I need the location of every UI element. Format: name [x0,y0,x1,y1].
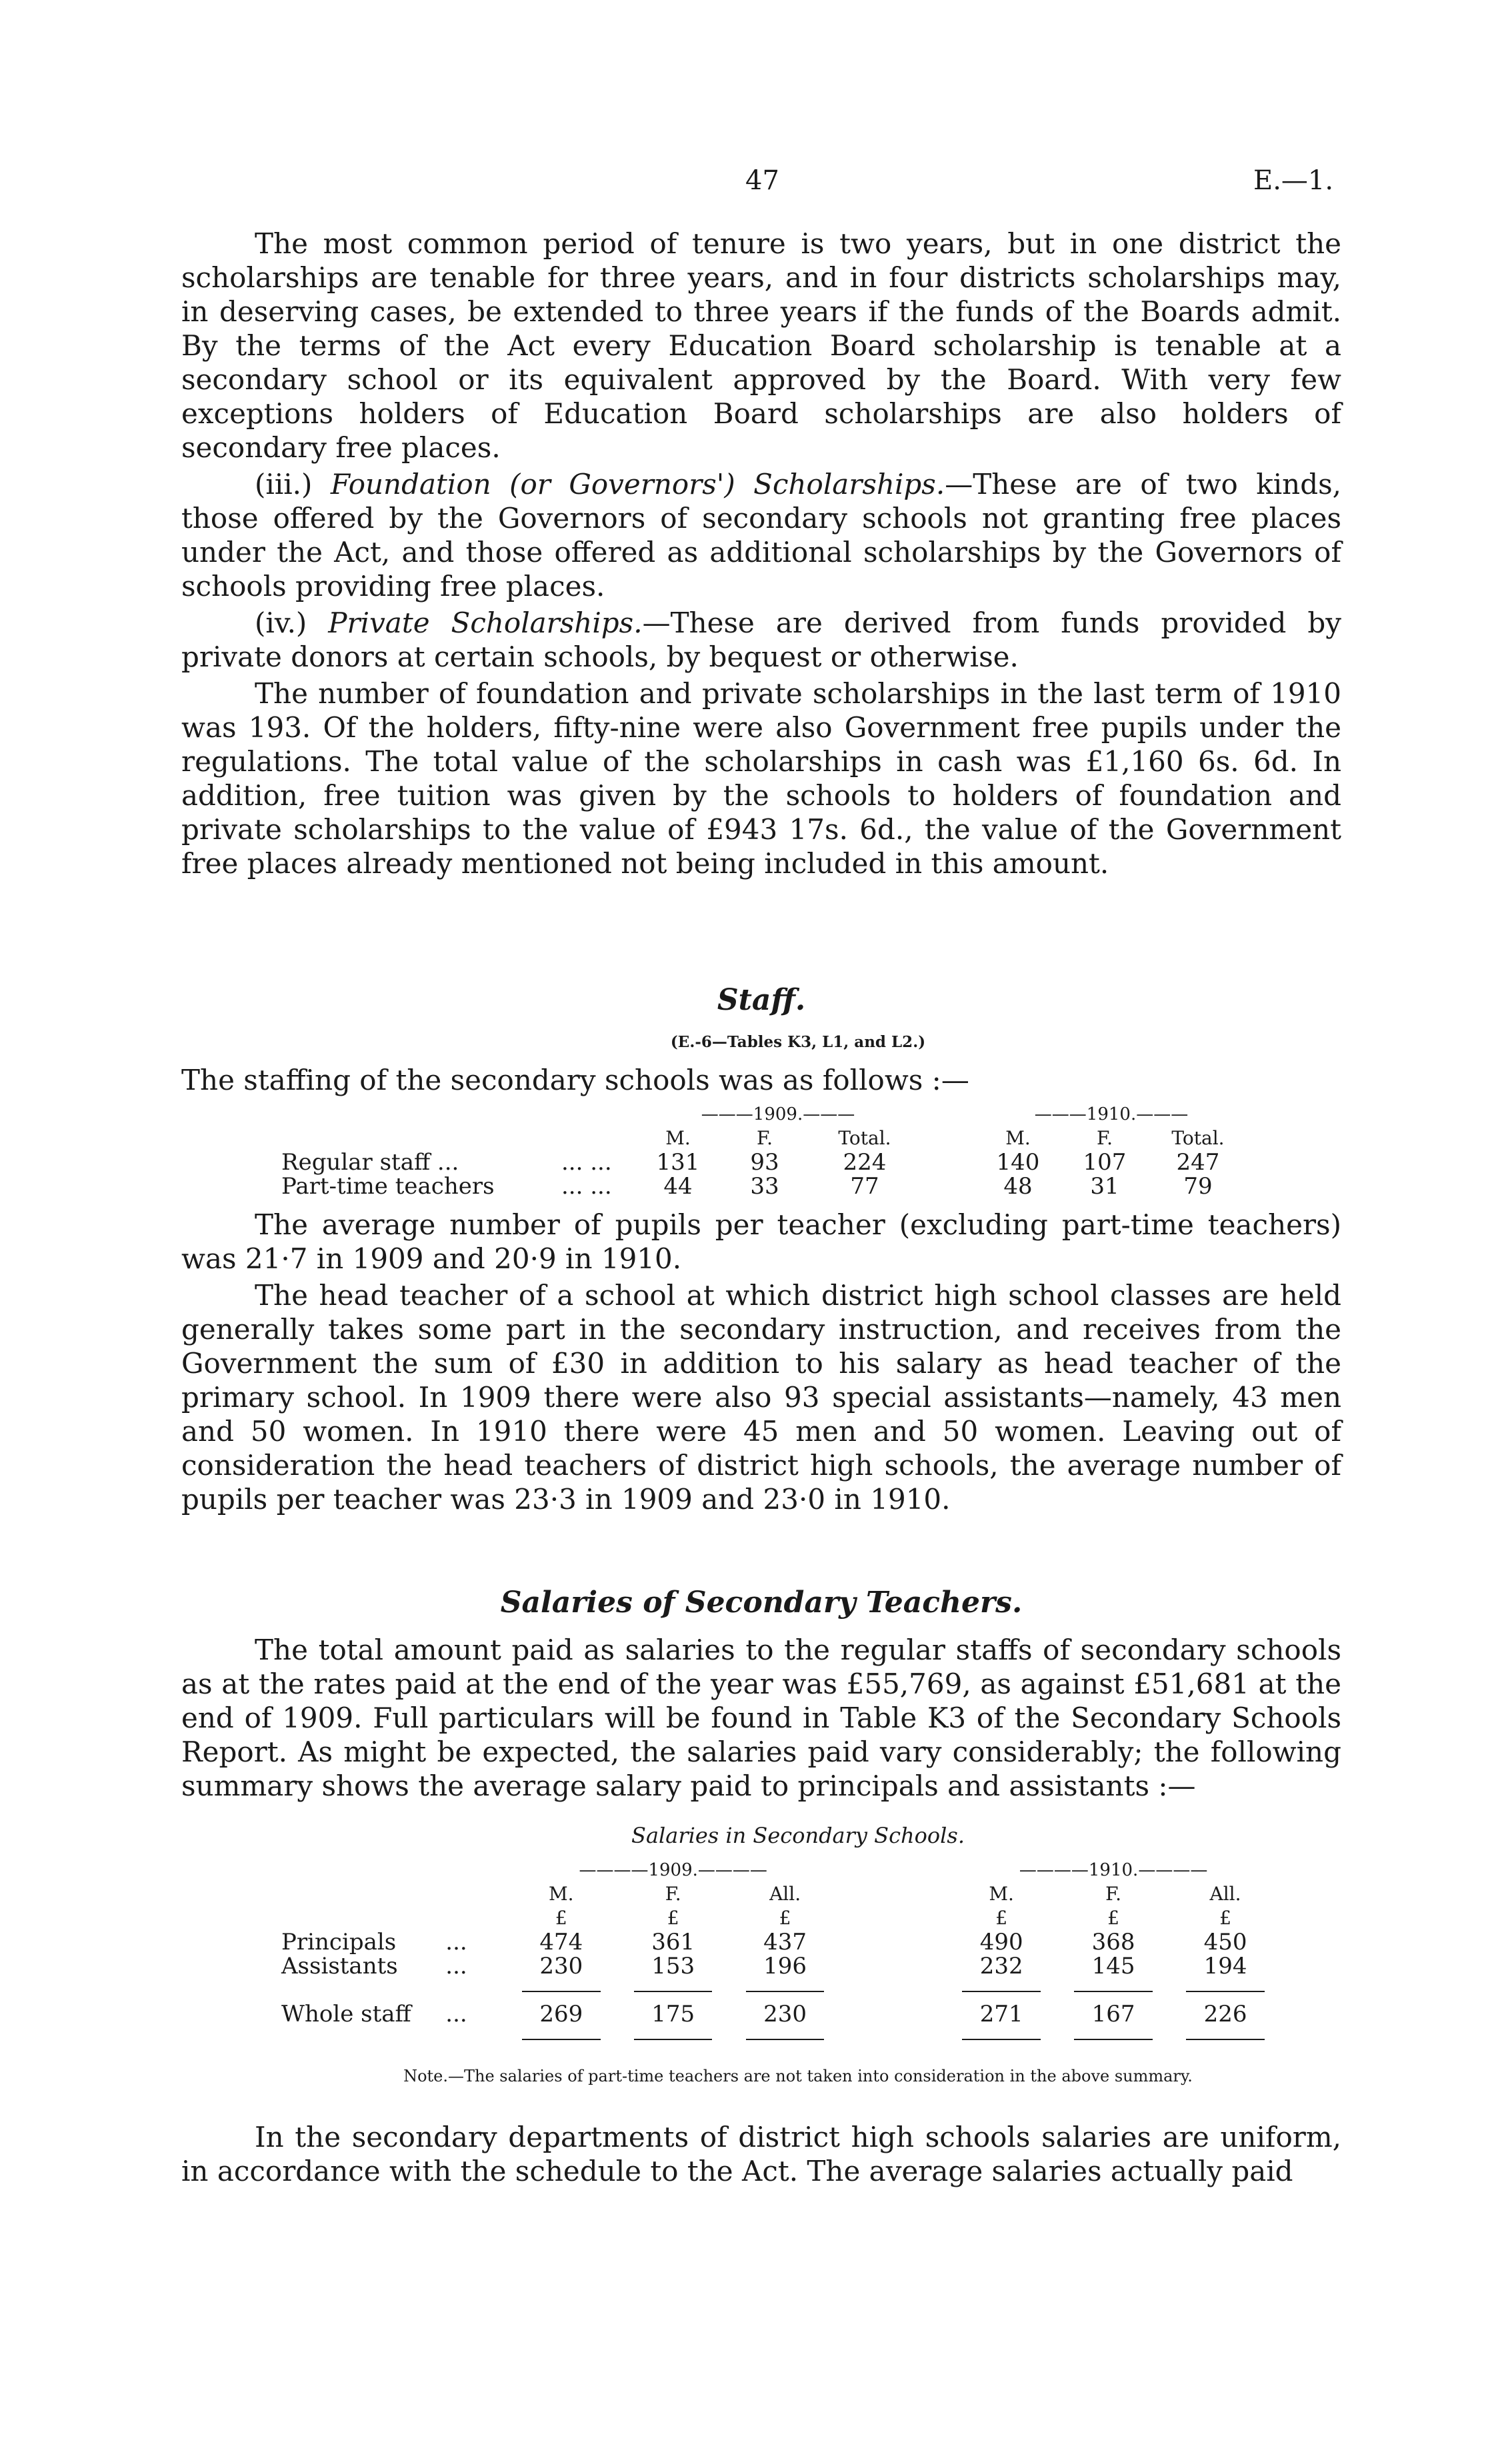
staff-intro: The staffing of the secondary schools was as follows :— [181,1064,969,1096]
col-f: F. [1097,1127,1113,1149]
salaries-currency-row [281,1906,1281,1930]
salaries-year-1910: ————1910.———— [1019,1860,1208,1880]
cell-all-1910: 194 [1203,1953,1247,1979]
cell-m-1909: 474 [539,1929,583,1955]
currency-symbol: £ [995,1907,1008,1929]
paragraph-title: Private Scholarships. [328,607,643,639]
cell-m-1910: 271 [979,2001,1023,2027]
salaries-year-1909: ————1909.———— [579,1860,767,1880]
staff-year-1909: ———1909.——— [701,1104,855,1124]
table-row [281,1150,1248,1174]
currency-symbol: £ [1219,1907,1231,1929]
cell-m-1909: 230 [539,1953,583,1979]
col-m: M. [548,1883,574,1905]
staff-year-header-row [281,1102,1248,1126]
rule-line [746,1991,825,1993]
cell-m-1910: 490 [979,1929,1023,1955]
paragraph-district-high-schools: In the secondary departments of district high schools salaries are uniform, in accordance with the schedule to the Act. The average salaries actually paid [181,2121,1341,2187]
currency-symbol: £ [667,1907,679,1929]
leader-dots: ... ... [561,1149,612,1176]
cell-all-1909: 196 [763,1953,807,1979]
currency-symbol: £ [1107,1907,1119,1929]
paragraph-title: Foundation (or Governors') Scholarships. [330,468,945,501]
col-total: Total. [1171,1127,1225,1149]
paragraph-head-teacher: The head teacher of a school at which district high school classes are held generally takes some part in the secondary instruction, and receives from the Government the sum of £30 in addition to his salary as head teacher of the primary school. In 1909 there were also 93 special assistants—namely, 43 men and 50 women. In 1910 there were 45 men and 50 women. Leaving out of consideration the head teachers of district high schools, the average number of pupils per teacher was 23·3 in 1909 and 23·0 in 1910. [181,1279,1341,1516]
cell-m-1909: 131 [656,1149,700,1176]
paragraph-private-scholarships [181,606,1341,674]
currency-symbol: £ [779,1907,791,1929]
staff-column-header-row [281,1126,1248,1150]
col-f: F. [665,1883,681,1905]
cell-all-1910: 226 [1203,2001,1247,2027]
currency-symbol: £ [555,1907,567,1929]
document-body [181,227,1341,2191]
col-m: M. [989,1883,1014,1905]
salaries-table [281,1858,1281,2050]
leader-dots: ... [445,2001,467,2027]
leader-dots: ... [445,1953,467,1979]
cell-f-1909: 153 [651,1953,695,1979]
row-label: Whole staff [281,2001,411,2027]
salaries-year-header-row [281,1858,1281,1882]
table-row [281,1954,1281,1978]
cell-total-1910: 79 [1183,1173,1213,1200]
cell-total-1909: 77 [850,1173,879,1200]
salaries-heading: Salaries of Secondary Teachers. [500,1586,1023,1620]
cell-f-1910: 167 [1091,2001,1135,2027]
cell-f-1910: 368 [1091,1929,1135,1955]
rule-row [281,2026,1281,2050]
row-label: Part-time teachers [281,1173,495,1200]
leader-dots: ... ... [561,1173,612,1200]
paragraph-label: (iv.) [255,607,329,639]
col-m: M. [1005,1127,1031,1149]
rule-line [1074,2039,1153,2041]
cell-all-1910: 450 [1203,1929,1247,1955]
rule-line [1186,2039,1265,2041]
staff-year-1910: ———1910.——— [1034,1104,1189,1124]
rule-line [634,1991,713,1993]
cell-m-1910: 232 [979,1953,1023,1979]
col-total: Total. [838,1127,891,1149]
cell-total-1909: 224 [843,1149,887,1176]
col-f: F. [757,1127,773,1149]
cell-f-1910: 31 [1090,1173,1119,1200]
rule-line [1074,1991,1153,1993]
cell-m-1909: 44 [663,1173,693,1200]
col-m: M. [665,1127,691,1149]
staff-table [281,1102,1248,1198]
salaries-column-header-row [281,1882,1281,1906]
cell-all-1909: 230 [763,2001,807,2027]
paragraph-scholarship-numbers: The number of foundation and private scholarships in the last term of 1910 was 193. Of the holders, fifty-nine were also Government free pupils under the regulations. The total value of the scholarships in cash was £1,160 6s. 6d. In addition, free tuition was given by the schools to holders of foundation and private scholarships to the value of £943 17s. 6d., the value of the Government free places already mentioned not being included in this amount. [181,677,1341,880]
table-row [281,1930,1281,1954]
paragraph-tenure: The most common period of tenure is two years, but in one district the scholarships are tenable for three years, and in four districts scholarships may, in deserving cases, be extended to three years if the funds of the Boards admit. By the terms of the Act every Education Board scholarship is tenable at a secondary school or its equivalent approved by the Board. With very few exceptions holders of Education Board scholarships are also holders of secondary free places. [181,227,1341,464]
row-label: Regular staff ... [281,1149,459,1176]
cell-total-1910: 247 [1176,1149,1220,1176]
col-all: All. [1209,1883,1241,1905]
rule-line [962,2039,1041,2041]
cell-f-1909: 175 [651,2001,695,2027]
col-f: F. [1105,1883,1122,1905]
page-header [0,165,1496,205]
cell-f-1909: 361 [651,1929,695,1955]
cell-m-1909: 269 [539,2001,583,2027]
cell-f-1910: 145 [1091,1953,1135,1979]
rule-row [281,1978,1281,2002]
salaries-note: Note.—The salaries of part-time teachers are not taken into consideration in the above summary. [403,2067,1193,2085]
rule-line [746,2039,825,2041]
cell-m-1910: 48 [1003,1173,1033,1200]
rule-line [962,1991,1041,1993]
table-total-row [281,2002,1281,2026]
col-all: All. [769,1883,801,1905]
series-code: E.—1. [1253,165,1334,196]
cell-f-1909: 93 [750,1149,779,1176]
cell-all-1909: 437 [763,1929,807,1955]
cell-f-1909: 33 [750,1173,779,1200]
table-row [281,1174,1248,1198]
row-label: Principals [281,1929,397,1955]
page-number: 47 [745,165,779,196]
paragraph-text: —These are derived from funds provided by private donors at certain schools, by bequest or otherwise. [181,607,1342,673]
rule-line [634,2039,713,2041]
paragraph-text: —These are of two kinds, those offered by the Governors of secondary schools not granting free places under the Act, and those offered as additional scholarships by the Governors of schools providing free places. [181,468,1341,603]
paragraph-pupils-per-teacher: The average number of pupils per teacher (excluding part-time teachers) was 21·7 in 1909 and 20·9 in 1910. [181,1208,1341,1275]
paragraph-salaries-total: The total amount paid as salaries to the regular staffs of secondary schools as at the rates paid at the end of the year was £55,769, as against £51,681 at the end of 1909. Full particulars will be found in Table K3 of the Secondary Schools Report. As might be expected, the salaries paid vary considerably; the following summary shows the average salary paid to principals and assistants :— [181,1634,1341,1802]
rule-line [522,1991,601,1993]
row-label: Assistants [281,1953,398,1979]
salaries-table-title: Salaries in Secondary Schools. [631,1823,965,1848]
leader-dots: ... [445,1929,467,1955]
staff-table-reference: (E.-6—Tables K3, L1, and L2.) [670,1033,926,1051]
cell-f-1910: 107 [1083,1149,1127,1176]
rule-line [522,2039,601,2041]
cell-m-1910: 140 [996,1149,1040,1176]
staff-heading: Staff. [717,983,806,1017]
paragraph-foundation-scholarships [181,467,1341,603]
rule-line [1186,1991,1265,1993]
paragraph-label: (iii.) [255,468,331,501]
